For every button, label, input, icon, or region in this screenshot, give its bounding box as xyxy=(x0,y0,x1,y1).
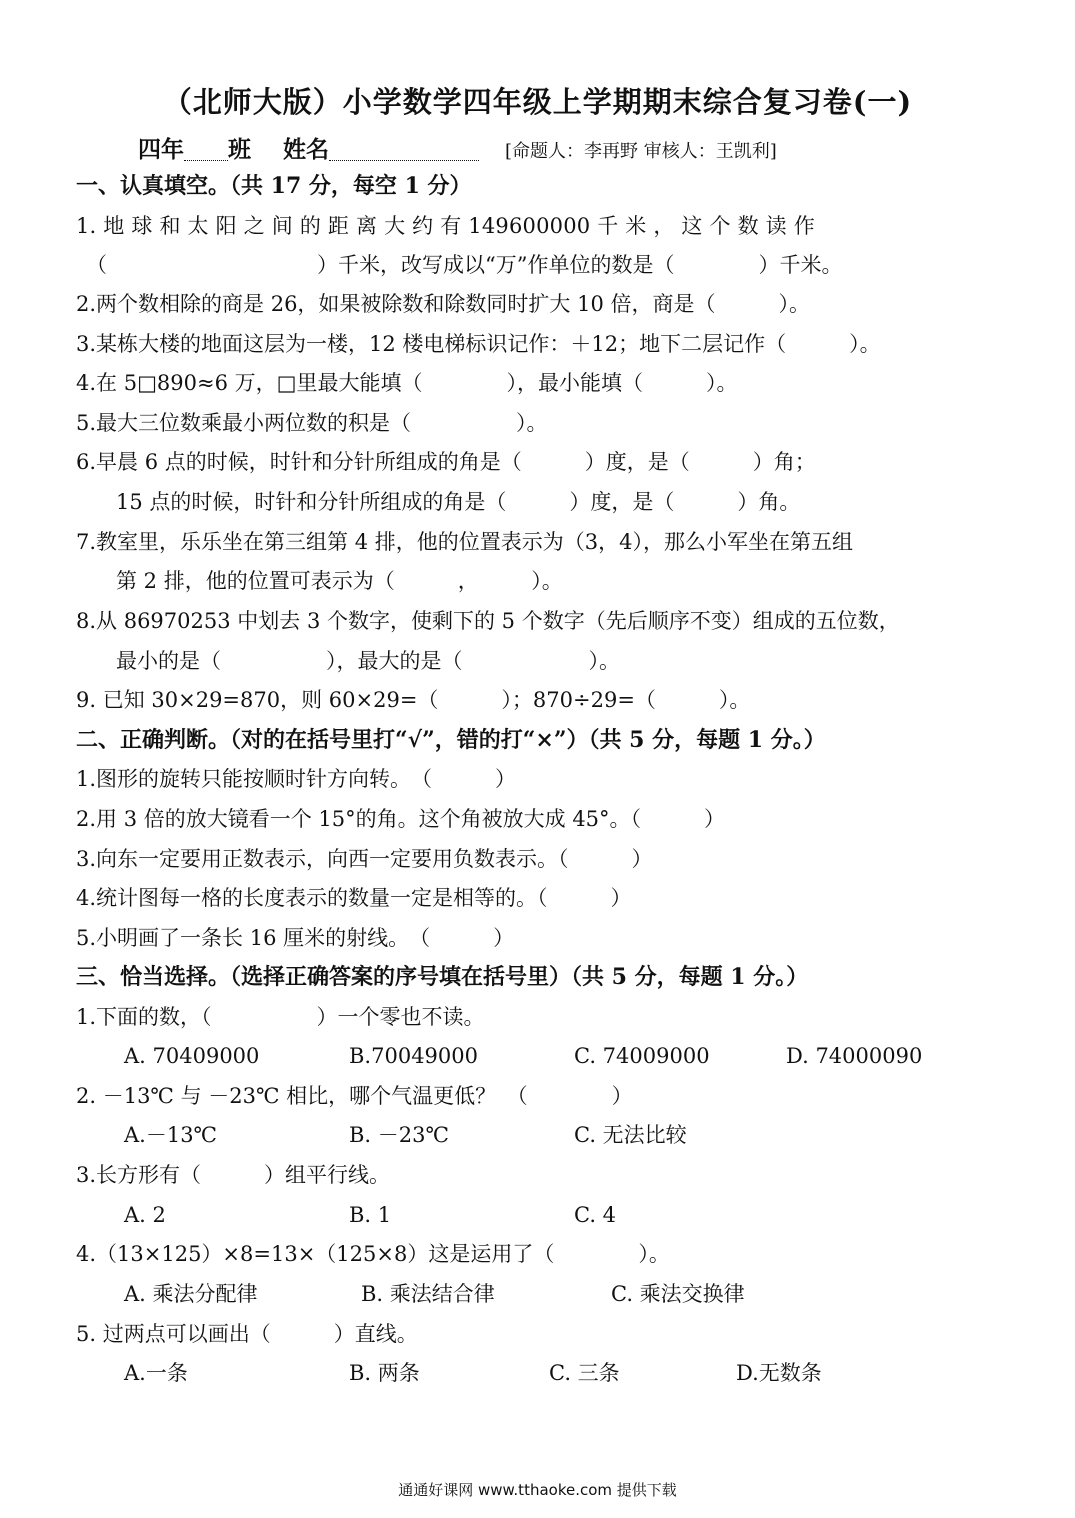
q3-3-option-b: B. 1 xyxy=(349,1203,392,1227)
q3-4-option-c: C. 乘法交换律 xyxy=(611,1282,745,1306)
q3-2-option-b: B. －23℃ xyxy=(349,1123,449,1147)
q3-4-option-a: A. 乘法分配律 xyxy=(124,1282,258,1306)
question-2-5: 5.小明画了一条长 16 厘米的射线。 （ ） xyxy=(76,926,515,950)
question-3-4-stem: 4.（13×125）×8=13×（125×8）这是运用了（ ）。 xyxy=(76,1242,670,1266)
question-1-9: 9. 已知 30×29=870，则 60×29=（ ）；870÷29=（ ）。 xyxy=(76,688,751,712)
q3-5-option-b: B. 两条 xyxy=(349,1361,420,1385)
question-2-1: 1.图形的旋转只能按顺时针方向转。 （ ） xyxy=(76,767,517,791)
question-1-5: 5.最大三位数乘最小两位数的积是（ ）。 xyxy=(76,411,548,435)
question-1-8-line-1: 8.从 86970253 中划去 3 个数字，使剩下的 5 个数字（先后顺序不变）组成的五位数， xyxy=(76,609,900,633)
section-2-heading: 二、正确判断。（对的在括号里打“√”，错的打“×”）（共 5 分，每题 1 分。） xyxy=(76,727,826,753)
exam-title: （北师大版）小学数学四年级上学期期末综合复习卷(一) xyxy=(162,85,913,119)
name-label: 姓名 xyxy=(283,136,329,163)
class-label: 班 xyxy=(228,136,251,163)
question-1-4: 4.在 5□890≈6 万，□里最大能填（ ），最小能填（ ）。 xyxy=(76,371,738,395)
question-3-3-stem: 3.长方形有（ ）组平行线。 xyxy=(76,1163,391,1187)
question-1-7-line-2: 第 2 排，他的位置可表示为（ ， ）。 xyxy=(116,569,563,593)
section-3-heading: 三、恰当选择。（选择正确答案的序号填在括号里）（共 5 分，每题 1 分。） xyxy=(76,964,809,990)
q3-5-option-d: D.无数条 xyxy=(736,1361,822,1385)
question-3-5-stem: 5. 过两点可以画出（ ）直线。 xyxy=(76,1322,418,1346)
question-1-7-line-1: 7.教室里，乐乐坐在第三组第 4 排，他的位置表示为（3，4），那么小军坐在第五组 xyxy=(76,530,853,554)
question-1-8-line-2: 最小的是（ ），最大的是（ ）。 xyxy=(116,649,620,673)
question-3-2-stem: 2. －13℃ 与 －23℃ 相比，哪个气温更低？ （ ） xyxy=(76,1084,633,1108)
question-1-1-line-1 xyxy=(76,212,1000,242)
section-1-heading: 一、认真填空。（共 17 分，每空 1 分） xyxy=(76,173,472,199)
q1-text: 1. 地 球 和 太 阳 之 间 的 距 离 大 约 有 149600000 千 米 ， 这 个 数 读 作 xyxy=(76,214,815,238)
question-1-6-line-2: 15 点的时候，时针和分针所组成的角是（ ）度，是（ ）角。 xyxy=(116,490,801,514)
question-2-2: 2.用 3 倍的放大镜看一个 15°的角。这个角被放大成 45°。（ ） xyxy=(76,807,726,831)
student-info-line xyxy=(138,131,777,164)
question-2-3: 3.向东一定要用正数表示，向西一定要用负数表示。（ ） xyxy=(76,847,653,871)
q3-4-option-b: B. 乘法结合律 xyxy=(361,1282,495,1306)
question-1-2: 2.两个数相除的商是 26，如果被除数和除数同时扩大 10 倍，商是（ ）。 xyxy=(76,292,811,316)
authors-note: [命题人：李再野 审核人：王凯利] xyxy=(505,141,777,162)
question-2-4: 4.统计图每一格的长度表示的数量一定是相等的。（ ） xyxy=(76,886,632,910)
q3-5-option-a: A.一条 xyxy=(124,1361,188,1385)
q3-2-option-c: C. 无法比较 xyxy=(574,1123,687,1147)
class-blank[interactable] xyxy=(184,136,228,161)
q3-3-option-c: C. 4 xyxy=(574,1203,617,1227)
q3-1-option-a: A. 70409000 xyxy=(124,1044,260,1068)
q3-1-option-d: D. 74000090 xyxy=(786,1044,923,1068)
q3-3-option-a: A. 2 xyxy=(124,1203,166,1227)
q3-2-option-a: A.－13℃ xyxy=(124,1123,218,1147)
footer-download-note: 通通好课网 www.tthaoke.com 提供下载 xyxy=(398,1481,677,1499)
question-1-6-line-1: 6.早晨 6 点的时候，时针和分针所组成的角是（ ）度，是（ ）角； xyxy=(76,450,816,474)
q3-5-option-c: C. 三条 xyxy=(549,1361,620,1385)
name-blank[interactable] xyxy=(329,136,479,161)
q3-1-option-b: B.70049000 xyxy=(349,1044,478,1068)
question-1-3: 3.某栋大楼的地面这层为一楼，12 楼电梯标识记作：＋12；地下二层记作（ ）。 xyxy=(76,332,881,356)
question-1-1-line-2: （ ）千米，改写成以“万”作单位的数是（ ）千米。 xyxy=(86,253,843,277)
grade-label: 四年 xyxy=(138,136,184,163)
question-3-1-stem: 1.下面的数，（ ）一个零也不读。 xyxy=(76,1005,485,1029)
q3-1-option-c: C. 74009000 xyxy=(574,1044,710,1068)
